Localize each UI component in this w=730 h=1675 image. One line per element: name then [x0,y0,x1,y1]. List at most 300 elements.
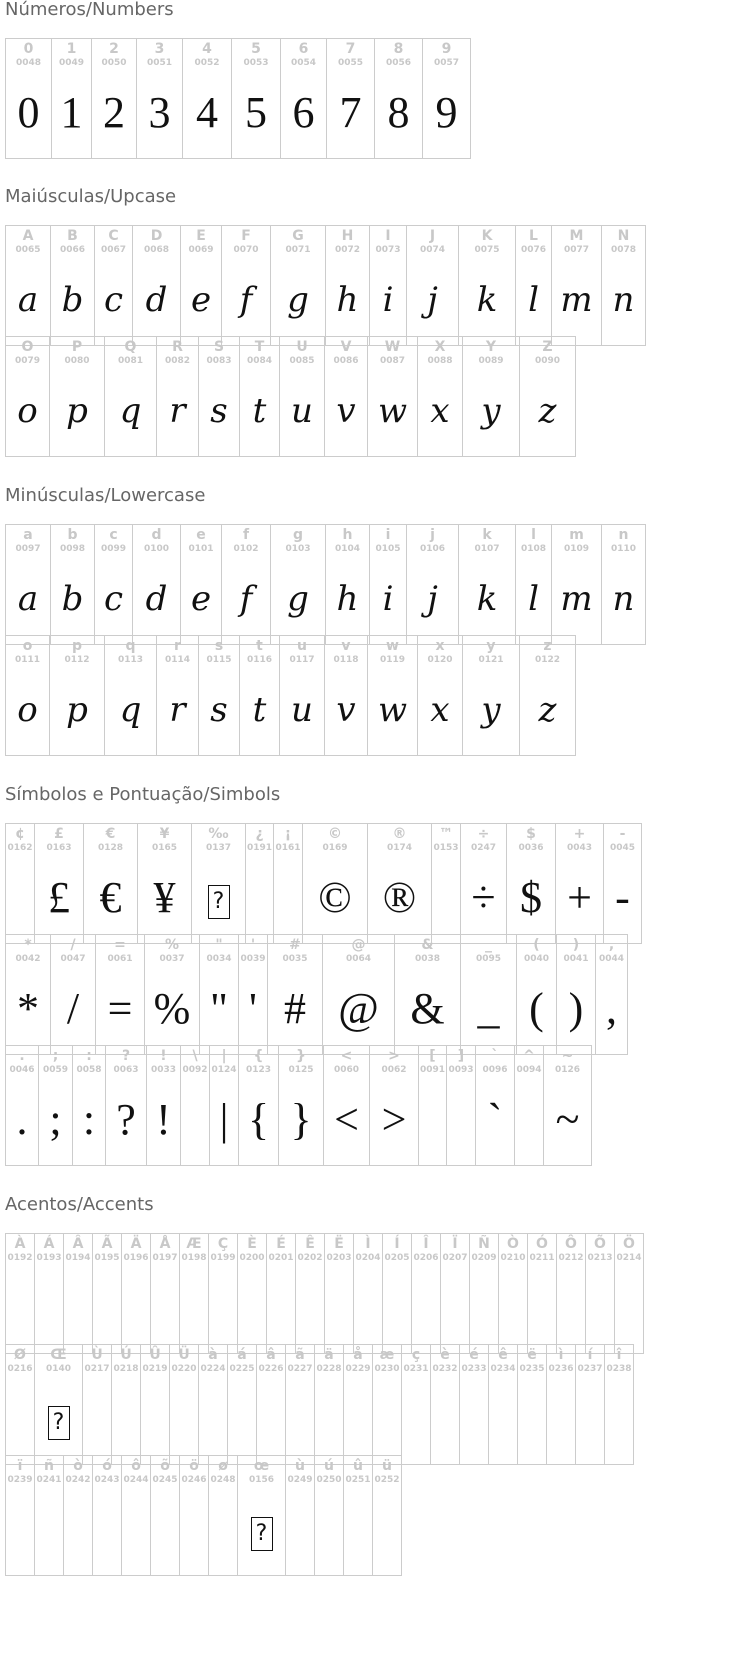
glyph-sample: y [481,690,501,730]
character-label: Ô [565,1236,577,1252]
character-code: 0062 [381,1065,407,1075]
character-label: ã [295,1347,305,1363]
glyph-cell [517,935,557,1054]
glyph-cell [199,337,240,456]
character-label: n [618,527,629,543]
glyph-cell [105,636,157,755]
glyph-cell [274,824,303,943]
character-code: 0210 [500,1253,526,1263]
glyph-cell [286,1456,315,1575]
character-label: p [71,638,83,654]
glyph-cell [373,1345,402,1464]
character-code: 0106 [419,544,446,554]
glyph-cell [470,1234,499,1353]
glyph-cell [209,1456,238,1575]
character-code: 0042 [15,954,41,964]
character-code: 0099 [100,544,127,554]
character-label: 8 [393,41,404,57]
character-label: | [221,1048,227,1064]
character-code: 0161 [275,843,301,853]
character-label: ^ [523,1048,535,1064]
character-code: 0216 [7,1364,33,1374]
character-code: 0043 [566,843,593,853]
character-code: 0156 [248,1475,275,1485]
glyph-sample: _ [477,984,500,1033]
character-label: x [435,638,445,654]
glyph-sample: u [291,690,313,730]
glyph-cell [157,636,199,755]
glyph-cell [6,226,51,345]
character-code: 0196 [123,1253,149,1263]
glyph-cell [544,1046,592,1165]
character-code: 0067 [100,245,127,255]
character-code: 0068 [143,245,170,255]
glyph-cell [315,1456,344,1575]
character-label: ò [73,1458,83,1474]
character-label: Ê [305,1236,315,1252]
glyph-sample: * [17,984,39,1033]
character-code: 0111 [14,655,41,665]
glyph-cell [461,935,517,1054]
glyph-cell [147,1046,181,1165]
character-label: ( [533,937,540,953]
character-label: ¿ [255,826,264,842]
character-code: 0055 [337,58,364,68]
character-code: 0103 [285,544,311,554]
glyph-sample: x [430,690,450,730]
character-label: , [608,937,615,953]
character-code: 0053 [243,58,269,68]
character-label: Â [72,1236,84,1252]
glyph-cell [35,1234,64,1353]
character-label: A [22,228,34,244]
glyph-cell [280,337,325,456]
character-code: 0061 [107,954,133,964]
missing-glyph-box: ? [208,885,230,919]
glyph-cell [267,1234,296,1353]
character-code: 0219 [142,1364,168,1374]
character-label: è [440,1347,450,1363]
glyph-sample: { [247,1095,270,1144]
character-label: Q [124,339,137,355]
glyph-cell [520,337,576,456]
glyph-sample: a [17,579,39,619]
character-code: 0124 [211,1065,237,1075]
character-label: ¥ [159,826,170,842]
glyph-cell [209,1234,238,1353]
glyph-sample: i [382,280,394,320]
glyph-sample: o [17,391,38,431]
character-code: 0206 [413,1253,439,1263]
section-title: Maiúsculas/Upcase [5,186,177,207]
glyph-cell [507,824,556,943]
glyph-sample: u [291,391,313,431]
character-label: G [292,228,304,244]
character-label: å [353,1347,363,1363]
glyph-cell [199,1345,228,1464]
section [5,485,637,730]
glyph-cell [441,1234,470,1353]
glyph-cell [64,1234,93,1353]
glyph-cell [515,1046,544,1165]
character-code: 0078 [610,245,637,255]
character-label: é [469,1347,479,1363]
glyph-cell [370,226,407,345]
character-code: 0091 [419,1065,446,1075]
glyph-sample: a [17,280,39,320]
glyph-cell [602,226,646,345]
glyph-cell [280,636,325,755]
glyph-sample: t [252,690,267,730]
character-label: ] [457,1048,465,1064]
glyph-sample: r [169,391,186,431]
character-label: Æ [186,1236,202,1252]
character-label: " [215,937,223,953]
glyph-cell [180,1456,209,1575]
character-label: O [21,339,34,355]
character-code: 0121 [478,655,504,665]
character-code: 0074 [419,245,446,255]
character-code: 0051 [146,58,173,68]
character-label: ë [527,1347,537,1363]
glyph-cell [95,226,133,345]
glyph-sample: o [17,690,38,730]
glyph-cell [106,1046,147,1165]
character-label: Z [542,339,553,355]
character-code: 0194 [65,1253,91,1263]
glyph-sample: h [336,579,359,619]
character-code: 0082 [164,356,191,366]
glyph-cell [96,935,145,1054]
glyph-sample: h [336,280,359,320]
glyph-cell [286,1345,315,1464]
character-code: 0242 [65,1475,91,1485]
glyph-cell [181,525,222,644]
glyph-cell [368,636,418,755]
glyph-cell [181,226,222,345]
character-label: S [213,339,225,355]
character-label: Ö [623,1236,635,1252]
character-code: 0104 [334,544,361,554]
character-code: 0116 [246,655,273,665]
glyph-cell [325,1234,354,1353]
glyph-cell [459,226,516,345]
glyph-cell [459,525,516,644]
glyph-sample: ) [568,984,584,1033]
glyph-cell [39,1046,73,1165]
character-label: õ [160,1458,170,1474]
character-code: 0036 [518,843,544,853]
character-code: 0250 [316,1475,342,1485]
character-code: 0070 [233,245,259,255]
glyph-sample: & [410,984,445,1033]
glyph-cell [222,525,271,644]
character-code: 0199 [210,1253,236,1263]
character-code: 0115 [206,655,232,665]
character-label: ¡ [284,826,292,842]
glyph-sample: 2 [103,88,125,137]
character-label: f [242,527,250,543]
character-code: 0230 [374,1364,400,1374]
glyph-cell [122,1456,151,1575]
glyph-cell [407,525,459,644]
character-label: K [481,228,493,244]
character-code: 0212 [558,1253,584,1263]
character-label: Ä [130,1236,142,1252]
character-label: k [482,527,492,543]
glyph-cell [344,1456,373,1575]
character-code: 0033 [150,1065,177,1075]
glyph-sample: m [560,579,593,619]
glyph-cell [423,39,471,158]
character-label: X [434,339,446,355]
character-label: a [23,527,33,543]
glyph-cell [354,1234,383,1353]
glyph-cell [327,39,375,158]
glyph-cell [461,824,507,943]
character-code: 0065 [15,245,41,255]
character-label: P [71,339,83,355]
glyph-cell [170,1345,199,1464]
character-code: 0105 [375,544,401,554]
glyph-sample: k [476,579,498,619]
glyph-cell [157,337,199,456]
character-label: c [109,527,118,543]
character-code: 0073 [375,245,401,255]
character-label: _ [485,937,492,953]
character-code: 0096 [482,1065,508,1075]
glyph-cell [50,636,105,755]
glyph-cell [556,824,604,943]
character-code: 0092 [182,1065,208,1075]
character-code: 0108 [520,544,547,554]
character-code: 0057 [433,58,460,68]
character-label: Û [149,1347,161,1363]
character-code: 0095 [475,954,502,964]
glyph-cell [407,226,459,345]
glyph-cell [418,337,463,456]
character-code: 0037 [159,954,185,964]
character-label: L [529,228,538,244]
character-label: Ç [217,1236,229,1252]
character-label: ) [572,937,580,953]
character-code: 0066 [59,245,86,255]
glyph-sample: / [66,984,80,1033]
character-label: À [14,1236,26,1252]
glyph-sample: 8 [387,88,410,137]
glyph-row [5,934,628,1055]
glyph-cell [547,1345,576,1464]
glyph-cell [239,1046,279,1165]
character-code: 0090 [534,356,561,366]
glyph-cell [137,39,183,158]
character-label: É [276,1236,286,1252]
character-label: d [151,527,162,543]
glyph-sample: d [145,280,168,320]
glyph-cell [395,935,461,1054]
glyph-cell [402,1345,431,1464]
character-code: 0118 [333,655,359,665]
character-label: + [573,826,586,842]
character-code: 0072 [334,245,361,255]
character-label: D [150,228,163,244]
glyph-row [5,38,471,159]
character-code: 0213 [587,1253,613,1263]
glyph-sample: q [119,690,142,730]
glyph-sample: t [252,391,267,431]
glyph-cell [257,1345,286,1464]
glyph-cell [133,226,181,345]
glyph-sample: ` [487,1095,503,1144]
character-code: 0125 [288,1065,314,1075]
glyph-cell [232,39,281,158]
character-code: 0071 [285,245,311,255]
character-label: 6 [298,41,309,57]
character-label: h [342,527,353,543]
character-label: V [340,339,352,355]
character-code: 0232 [432,1364,458,1374]
glyph-cell [326,226,370,345]
character-code: 0235 [519,1364,545,1374]
glyph-cell [370,1046,419,1165]
character-code: 0165 [151,843,178,853]
character-label: # [289,937,301,953]
character-code: 0045 [609,843,636,853]
glyph-cell [463,337,520,456]
glyph-cell [192,824,246,943]
glyph-cell [373,1456,402,1575]
character-label: v [341,638,351,654]
character-code: 0163 [46,843,72,853]
glyph-cell [199,636,240,755]
character-code: 0205 [384,1253,410,1263]
character-code: 0201 [268,1253,294,1263]
character-code: 0102 [233,544,259,554]
character-label: e [196,527,206,543]
character-code: 0081 [117,356,144,366]
glyph-sample: b [61,579,84,619]
character-label: { [253,1048,264,1064]
character-code: 0202 [297,1253,323,1263]
character-code: 0207 [442,1253,468,1263]
glyph-cell [303,824,368,943]
character-code: 0050 [101,58,127,68]
glyph-sample: y [481,391,501,431]
character-label: Ó [536,1236,548,1252]
glyph-sample: k [476,280,498,320]
character-label: ÷ [477,826,490,842]
glyph-cell [151,1456,180,1575]
character-label: Ù [91,1347,103,1363]
character-code: 0080 [64,356,90,366]
character-code: 0079 [14,356,41,366]
glyph-cell [516,226,552,345]
character-label: Ø [14,1347,26,1363]
glyph-cell [93,1456,122,1575]
glyph-cell [222,226,271,345]
character-label: £ [54,826,64,842]
character-label: æ [379,1347,395,1363]
character-code: 0233 [461,1364,487,1374]
character-label: < [340,1048,353,1064]
character-label: s [214,638,224,654]
glyph-sample: w [377,690,408,730]
glyph-cell [228,1345,257,1464]
character-code: 0098 [59,544,86,554]
glyph-sample: > [381,1095,407,1144]
character-code: 0049 [58,58,85,68]
glyph-cell [51,935,96,1054]
glyph-cell [35,824,84,943]
character-code: 0084 [246,356,273,366]
glyph-cell [6,1046,39,1165]
character-code: 0197 [152,1253,178,1263]
character-code: 0193 [36,1253,62,1263]
character-label: ‰ [208,826,229,842]
glyph-sample: 5 [245,88,267,137]
glyph-cell [528,1234,557,1353]
character-code: 0094 [516,1065,542,1075]
character-label: ! [160,1048,167,1064]
character-label: ü [382,1458,392,1474]
character-label: á [237,1347,247,1363]
character-code: 0226 [258,1364,284,1374]
glyph-cell [518,1345,547,1464]
character-code: 0120 [427,655,453,665]
glyph-cell [84,824,138,943]
glyph-row [5,1344,634,1465]
character-label: ö [189,1458,199,1474]
glyph-cell [552,226,602,345]
character-label: . [19,1048,25,1064]
glyph-cell [463,636,520,755]
glyph-cell [296,1234,325,1353]
character-label: u [297,638,307,654]
character-label: ó [102,1458,112,1474]
character-label: ä [324,1347,334,1363]
glyph-cell [52,39,92,158]
glyph-cell [141,1345,170,1464]
glyph-cell [602,525,646,644]
glyph-cell [6,525,51,644]
character-code: 0064 [345,954,372,964]
glyph-cell [122,1234,151,1353]
glyph-row [5,1045,592,1166]
character-code: 0060 [333,1065,360,1075]
character-label: ® [392,826,407,842]
missing-glyph-icon [238,1500,285,1560]
character-code: 0191 [246,843,273,853]
glyph-sample: p [66,690,88,730]
character-label: > [388,1048,400,1064]
character-code: 0085 [289,356,315,366]
glyph-cell [325,337,368,456]
character-code: 0204 [355,1253,381,1263]
character-code: 0109 [563,544,590,554]
character-label: y [486,638,496,654]
character-code: 0211 [529,1253,555,1263]
glyph-sample: v [336,690,356,730]
glyph-cell [51,226,95,345]
character-label: Ñ [478,1236,490,1252]
character-code: 0077 [563,245,590,255]
missing-glyph-box: ? [48,1406,70,1440]
glyph-sample: 1 [60,88,83,137]
character-label: M [569,228,584,244]
character-label: $ [526,826,536,842]
character-code: 0195 [94,1253,120,1263]
character-label: @ [351,937,366,953]
